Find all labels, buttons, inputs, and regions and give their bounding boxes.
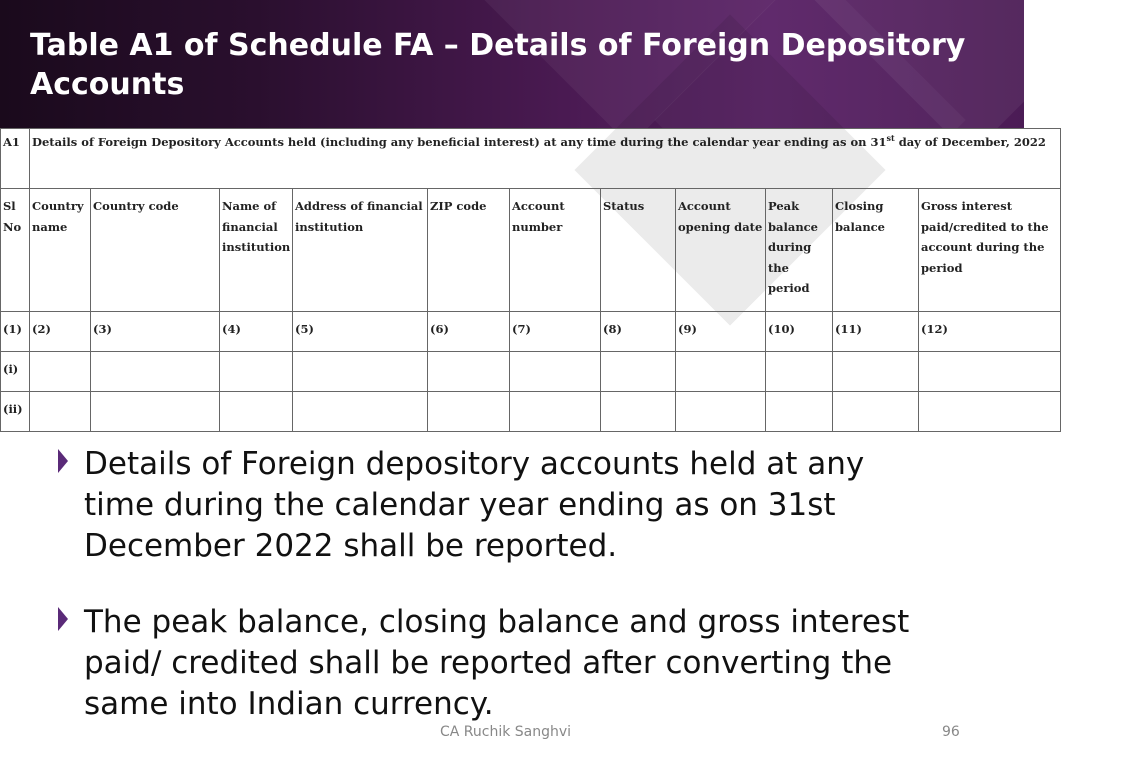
table-header-cell: Peak balance during the period (766, 189, 833, 312)
table-cell (676, 352, 766, 392)
column-number-cell: (12) (919, 312, 1061, 352)
table-cell (766, 392, 833, 432)
table-header-cell: Name of financial institution (220, 189, 293, 312)
table-header-cell: Country code (91, 189, 220, 312)
row-label-cell: (i) (1, 352, 30, 392)
bullet-text: The peak balance, closing balance and gross interest paid/ credited shall be reported after converting the same into Indian currency. (84, 604, 910, 722)
column-number-cell: (11) (833, 312, 919, 352)
table-header-cell: Gross interest paid/credited to the account during the period (919, 189, 1061, 312)
table-header-cell: Address of financial institution (293, 189, 428, 312)
page-number: 96 (942, 724, 960, 740)
table-cell (91, 352, 220, 392)
table-cell (428, 392, 510, 432)
column-number-cell: (7) (510, 312, 601, 352)
row-label-cell: (ii) (1, 392, 30, 432)
column-number-cell: (4) (220, 312, 293, 352)
column-number-cell: (5) (293, 312, 428, 352)
table-cell (428, 352, 510, 392)
table-header-cell: Country name (30, 189, 91, 312)
table-cell (220, 392, 293, 432)
bullet-list (58, 444, 958, 760)
column-number-cell: (9) (676, 312, 766, 352)
table-intro-text-end: day of December, 2022 (894, 135, 1046, 149)
column-number-cell: (8) (601, 312, 676, 352)
schedule-fa-table-image (0, 128, 1049, 430)
table-cell (30, 392, 91, 432)
table-intro (30, 129, 1061, 189)
table-cell (220, 352, 293, 392)
table-cell (293, 392, 428, 432)
table-cell (91, 392, 220, 432)
column-number-cell: (6) (428, 312, 510, 352)
table-intro-text: Details of Foreign Depository Accounts held (including any beneficial interest) at any time during the calendar year ending as on 31 (32, 135, 887, 149)
table-cell (293, 352, 428, 392)
column-number-cell: (3) (91, 312, 220, 352)
table-header-cell: Account opening date (676, 189, 766, 312)
schedule-fa-table (0, 128, 1061, 432)
table-cell (601, 352, 676, 392)
table-cell (919, 392, 1061, 432)
footer-author: CA Ruchik Sanghvi (440, 724, 572, 740)
table-header-cell: Sl No (1, 189, 30, 312)
table-cell (833, 352, 919, 392)
table-cell (30, 352, 91, 392)
table-header-cell: Account number (510, 189, 601, 312)
bullet-text: Details of Foreign depository accounts held at any time during the calendar year ending as on 31st December 2022 shall be reported. (84, 446, 865, 564)
a1-label: A1 (1, 129, 30, 189)
triangle-bullet-icon (58, 607, 68, 631)
table-cell (510, 392, 601, 432)
table-header-cell: Status (601, 189, 676, 312)
triangle-bullet-icon (58, 449, 68, 473)
column-number-cell: (2) (30, 312, 91, 352)
bullet-item (58, 444, 958, 567)
column-number-cell: (10) (766, 312, 833, 352)
table-header-cell: ZIP code (428, 189, 510, 312)
table-cell (766, 352, 833, 392)
table-header-cell: Closing balance (833, 189, 919, 312)
slide-title: Table A1 of Schedule FA – Details of Foreign Depository Accounts (30, 28, 966, 102)
slide-header (0, 0, 1024, 128)
bullet-item (58, 602, 958, 725)
table-cell (676, 392, 766, 432)
column-number-cell: (1) (1, 312, 30, 352)
table-cell (919, 352, 1061, 392)
table-cell (833, 392, 919, 432)
table-cell (510, 352, 601, 392)
table-cell (601, 392, 676, 432)
table-intro-superscript: st (886, 133, 895, 144)
